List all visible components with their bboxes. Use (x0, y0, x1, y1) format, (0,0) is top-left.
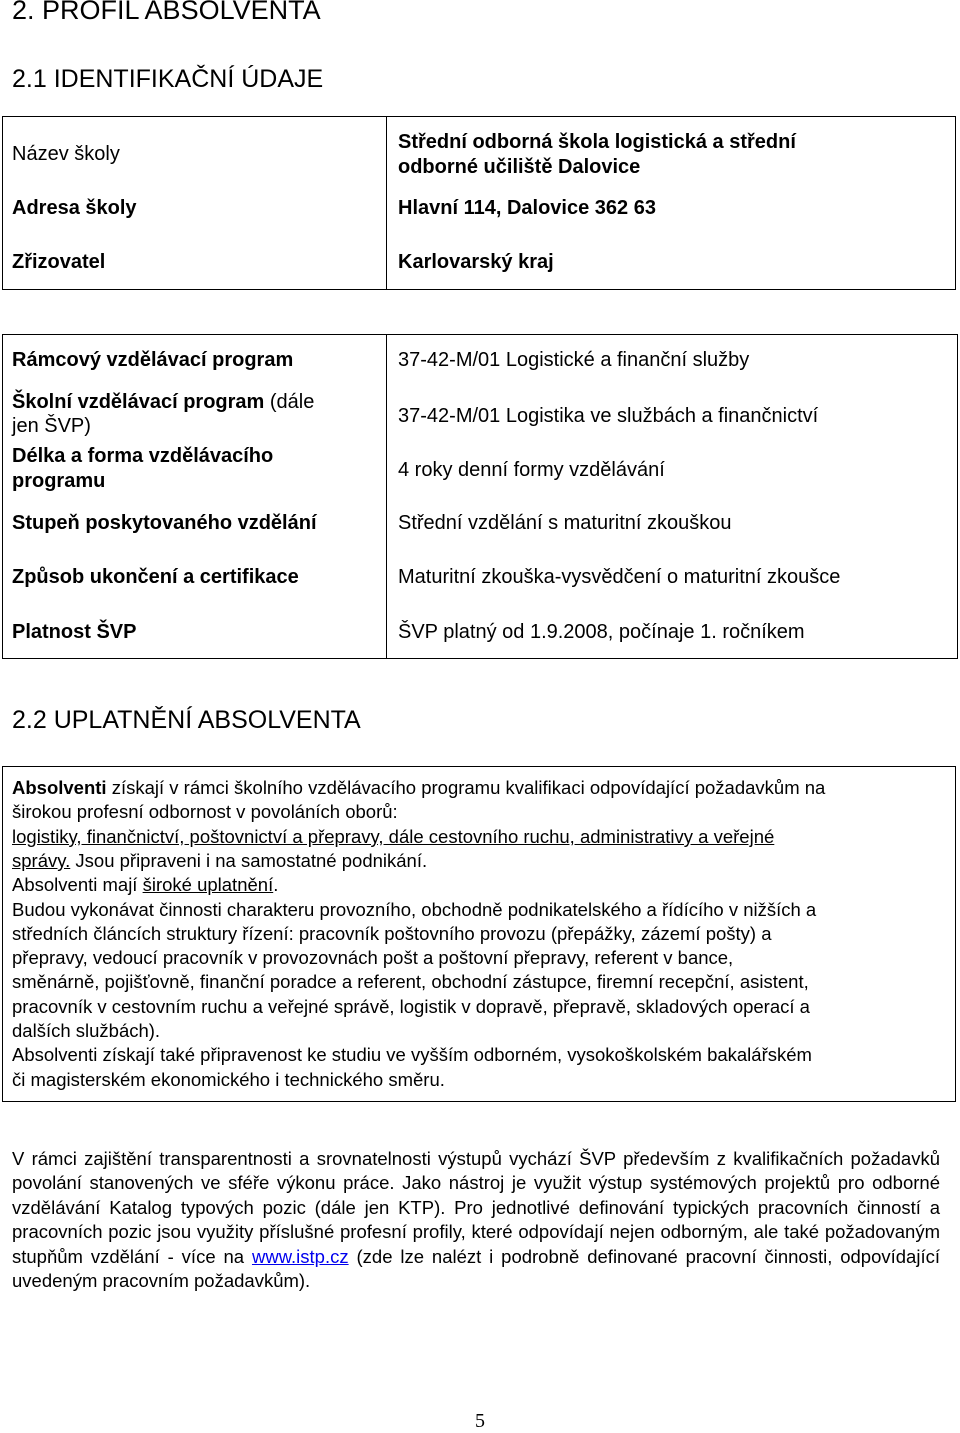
wide-employment-underlined: široké uplatnění (142, 874, 274, 895)
svp-label-line1 (12, 390, 314, 414)
subsection-title-identification: 2.1 IDENTIFIKAČNÍ ÚDAJE (12, 65, 324, 93)
graduate-line-5-pre: Absolventi mají (12, 874, 143, 895)
svp-label-line2: jen ŠVP) (12, 415, 91, 437)
svp-label-rest: (dále (264, 391, 315, 413)
ktp-paragraph-text: V rámci zajištění transparentnosti a srovnatelnosti výstupů vychází ŠVP především z kvalifikačních požadavků povolání stanovených ve sféře výkonu práce. Jako nástroj je využit výstup systémových projektů pro odborné vzdělávání Katalog typových pozic (dále jen KTP). Pro jednotlivé definování typických pracovních činností a pracovních pozic jsou využity příslušné profesní profily, které odpovídají nejen odborným, ale také požadovaným stupňům vzdělání - více na (12, 1148, 940, 1267)
svp-validity-label: Platnost ŠVP (12, 621, 137, 643)
svp-validity-value: ŠVP platný od 1.9.2008, počínaje 1. ročníkem (398, 621, 805, 643)
education-level-label: Stupeň poskytovaného vzdělání (12, 512, 317, 534)
graduate-line-7: středních článcích struktury řízení: pracovník poštovního provozu (přepážky, zázemí pošty) a (12, 923, 772, 944)
program-length-value: 4 roky denní formy vzdělávání (398, 459, 665, 481)
graduates-bold: Absolventi (12, 777, 107, 798)
founder-value: Karlovarský kraj (398, 251, 554, 273)
founder-label: Zřizovatel (12, 251, 106, 273)
graduate-line-4-text: Jsou připraveni i na samostatné podnikání. (70, 850, 428, 871)
education-level-value: Střední vzdělání s maturitní zkouškou (398, 512, 732, 534)
program-table-divider (386, 334, 387, 659)
school-table-divider (386, 116, 387, 290)
graduate-line-8: přepravy, vedoucí pracovník v provozovnách pošt a poštovní přepravy, referent v bance, (12, 947, 734, 968)
rvp-label: Rámcový vzdělávací program (12, 349, 294, 371)
ktp-paragraph-tail: (zde lze nalézt i podrobně definované pracovní činnosti, odpovídající uvedeným pracovním požadavkům). (12, 1245, 940, 1292)
svp-value: 37-42-M/01 Logistika ve službách a finančnictví (398, 405, 819, 427)
graduate-line-13: či magisterském ekonomického i technického směru. (12, 1069, 445, 1090)
graduate-line-2: širokou profesní odbornost v povoláních oborů: (12, 801, 398, 822)
completion-value: Maturitní zkouška-vysvědčení o maturitní zkoušce (398, 566, 841, 588)
graduate-line-9: směnárně, pojišťovně, finanční poradce a referent, obchodní zástupce, firemní recepční, asistent, (12, 971, 809, 992)
subsection-title-graduate: 2.2 UPLATNĚNÍ ABSOLVENTA (12, 706, 361, 734)
graduate-line-1-text: získají v rámci školního vzdělávacího programu kvalifikaci odpovídající požadavkům na (106, 777, 826, 798)
school-address-value: Hlavní 114, Dalovice 362 63 (398, 197, 656, 219)
school-name-value-line1: Střední odborná škola logistická a střední (398, 131, 796, 153)
graduate-line-5-post: . (273, 874, 279, 895)
program-length-label-line1: Délka a forma vzdělávacího (12, 445, 274, 467)
graduate-line-1 (12, 776, 825, 800)
section-title: 2. PROFIL ABSOLVENTA (12, 0, 321, 25)
graduate-line-5 (12, 873, 278, 897)
ktp-paragraph (12, 1147, 940, 1293)
administration-underlined: správy. (12, 850, 71, 871)
graduate-line-11: dalších službách). (12, 1020, 161, 1041)
graduate-line-3: logistiky, finančnictví, poštovnictví a přepravy, dále cestovního ruchu, administrativy a veřejné (12, 826, 775, 847)
school-name-label: Název školy (12, 143, 120, 165)
istp-link[interactable]: www.istp.cz (251, 1245, 349, 1267)
page-number: 5 (475, 1410, 485, 1432)
graduate-line-12: Absolventi získají také připravenost ke studiu ve vyšším odborném, vysokoškolském bakalářském (12, 1044, 812, 1065)
program-length-label-line2: programu (12, 470, 106, 492)
graduate-line-10: pracovník v cestovním ruchu a veřejné správě, logistik v dopravě, přepravě, skladových operací a (12, 996, 810, 1017)
graduate-line-6: Budou vykonávat činnosti charakteru provozního, obchodně podnikatelského a řídícího v nižších a (12, 899, 817, 920)
graduate-line-4 (12, 849, 427, 873)
svp-label-bold: Školní vzdělávací program (12, 391, 265, 413)
school-address-label: Adresa školy (12, 196, 141, 220)
program-info-table (2, 334, 958, 659)
rvp-value: 37-42-M/01 Logistické a finanční služby (398, 349, 750, 371)
school-name-value-line2: odborné učiliště Dalovice (398, 156, 641, 178)
completion-label: Způsob ukončení a certifikace (12, 566, 299, 588)
